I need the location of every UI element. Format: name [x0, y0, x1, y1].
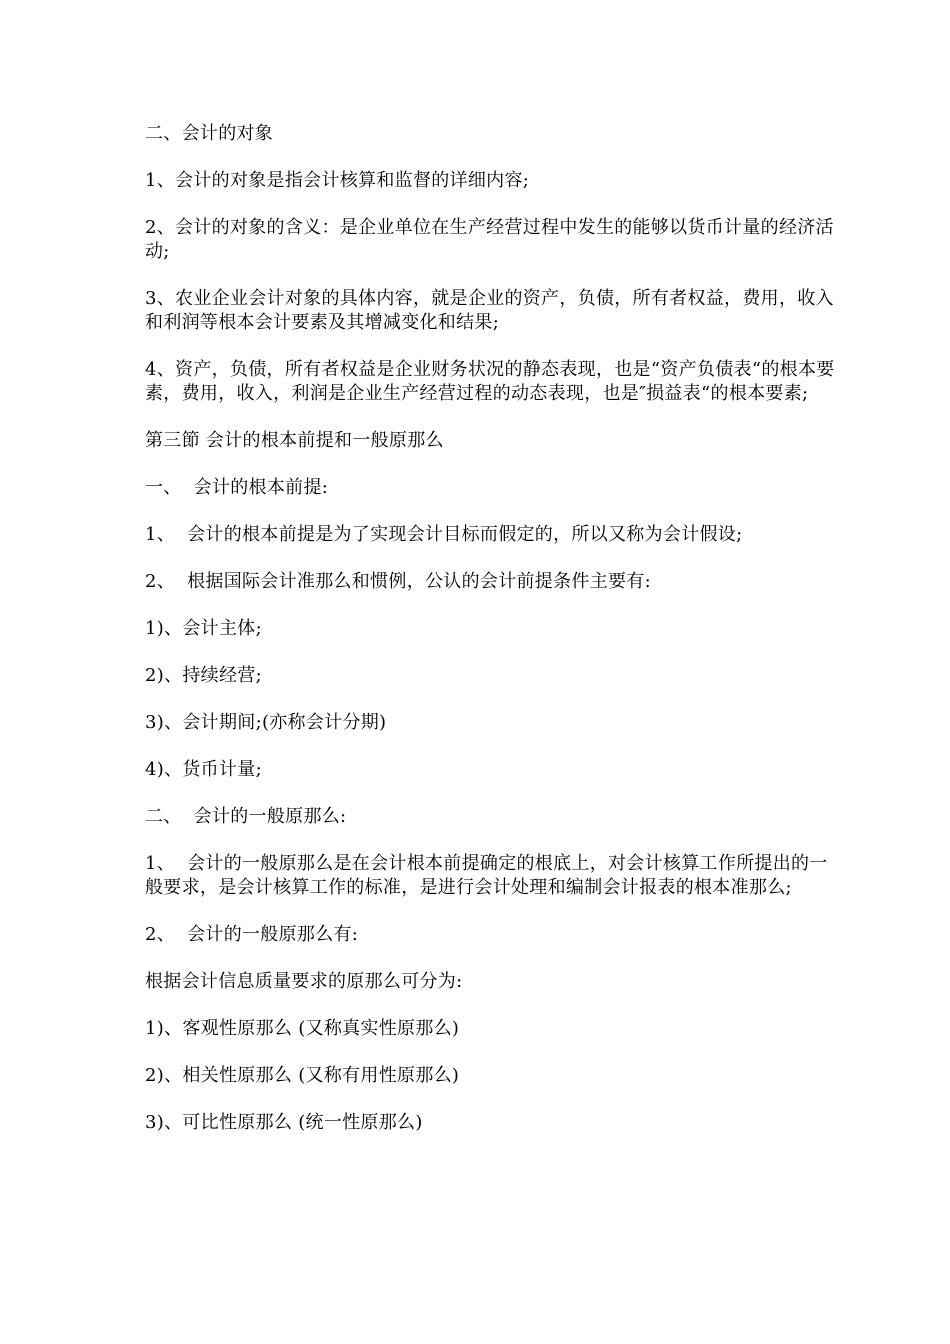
list-item: 4)、货币计量;: [145, 759, 262, 780]
subsection-heading: 二、 会计的一般原那么:: [145, 806, 347, 827]
paragraph: 2、会计的对象的含义：是企业单位在生产经营过程中发生的能够以货币计量的经济活动;: [145, 217, 834, 262]
paragraph: 1、 会计的一般原那么是在会计根本前提确定的根底上，对会计核算工作所提出的一般要求，是会计核算工作的标准，是进行会计处理和编制会计报表的根本准那么;: [145, 853, 828, 898]
paragraph: 2、 会计的一般原那么有:: [145, 924, 359, 945]
list-item: 1)、会计主体;: [145, 618, 262, 639]
list-item: 3)、可比性原那么 (统一性原那么): [145, 1112, 423, 1133]
paragraph: 3、农业企业会计对象的具体内容，就是企业的资产，负债，所有者权益，费用，收入和利润等根本会计要素及其增减变化和结果;: [145, 288, 834, 333]
list-item: 2)、相关性原那么 (又称有用性原那么): [145, 1065, 460, 1086]
paragraph: 4、资产，负债，所有者权益是企业财务状况的静态表现，也是“资产负债表“的根本要素，费用，收入，利润是企业生产经营过程的动态表现，也是″损益表“的根本要素;: [145, 359, 835, 404]
paragraph: 根据会计信息质量要求的原那么可分为:: [145, 971, 463, 992]
list-item: 2)、持续经营;: [145, 665, 262, 686]
paragraph: 1、 会计的根本前提是为了实现会计目标而假定的，所以又称为会计假设;: [145, 524, 743, 545]
list-item: 1)、客观性原那么 (又称真实性原那么): [145, 1018, 460, 1039]
list-item: 3)、会计期间;(亦称会计分期): [145, 712, 387, 733]
section-heading: 第三節 会计的根本前提和一般原那么: [145, 430, 444, 451]
document-body: [145, 122, 835, 1158]
paragraph: 1、会计的对象是指会计核算和监督的详细内容;: [145, 170, 530, 191]
section-heading: 二、会计的对象: [145, 123, 274, 144]
paragraph: 2、 根据国际会计准那么和惯例，公认的会计前提条件主要有:: [145, 571, 651, 592]
subsection-heading: 一、 会计的根本前提:: [145, 477, 329, 498]
